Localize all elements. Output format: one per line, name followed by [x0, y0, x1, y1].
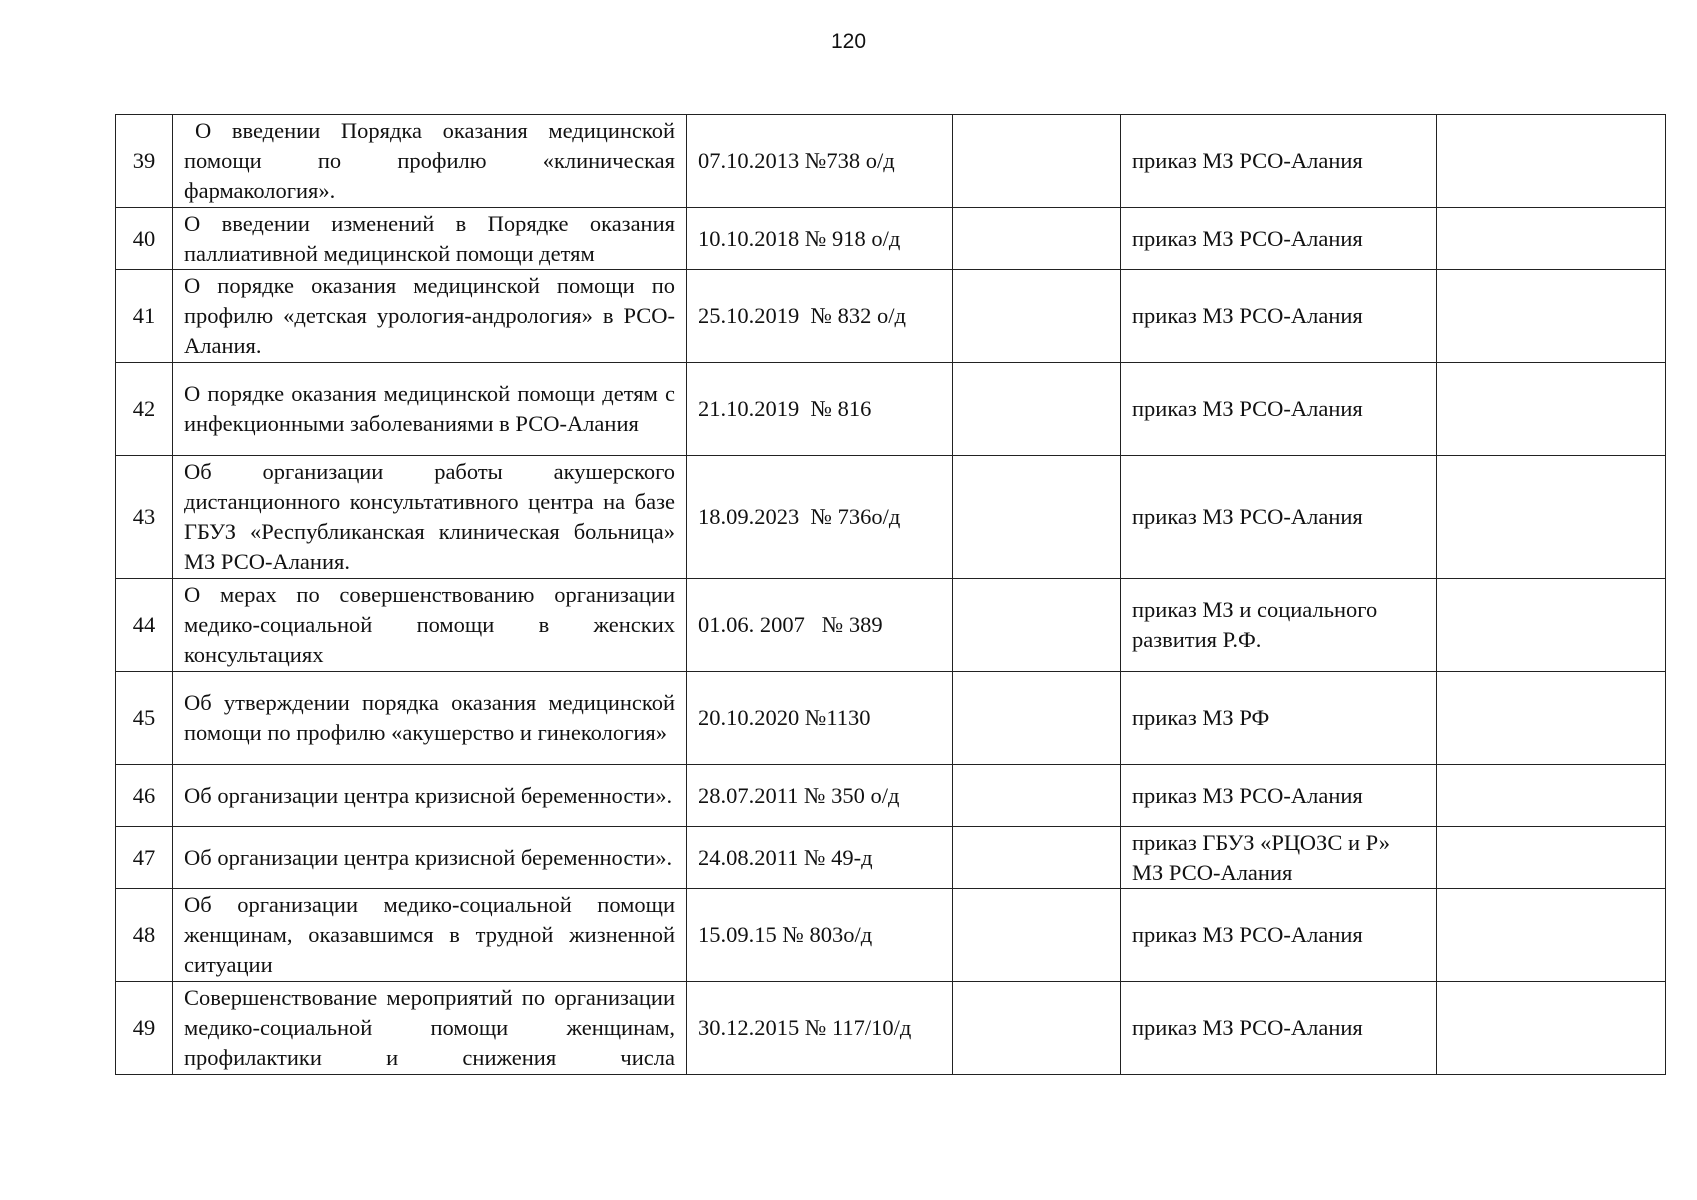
empty-cell	[1437, 270, 1666, 363]
row-number: 44	[116, 579, 173, 672]
empty-cell	[953, 982, 1121, 1075]
empty-cell	[953, 270, 1121, 363]
table-row	[116, 827, 1666, 889]
table-row	[116, 579, 1666, 672]
empty-cell	[953, 889, 1121, 982]
row-number: 43	[116, 456, 173, 579]
document-date-number: 10.10.2018 № 918 о/д	[687, 208, 953, 270]
empty-cell	[1437, 208, 1666, 270]
row-number: 47	[116, 827, 173, 889]
table-row	[116, 115, 1666, 208]
empty-cell	[1437, 115, 1666, 208]
table-row	[116, 889, 1666, 982]
empty-cell	[953, 363, 1121, 456]
document-date-number: 07.10.2013 №738 о/д	[687, 115, 953, 208]
document-date-number: 15.09.15 № 803о/д	[687, 889, 953, 982]
document-date-number: 30.12.2015 № 117/10/д	[687, 982, 953, 1075]
document-date-number: 20.10.2020 №1130	[687, 672, 953, 765]
document-date-number: 21.10.2019 № 816	[687, 363, 953, 456]
document-issuer: приказ МЗ РСО-Алания	[1121, 363, 1437, 456]
table-row	[116, 208, 1666, 270]
empty-cell	[953, 115, 1121, 208]
empty-cell	[953, 827, 1121, 889]
row-number: 39	[116, 115, 173, 208]
table-row	[116, 456, 1666, 579]
document-issuer: приказ ГБУЗ «РЦОЗС и Р» МЗ РСО-Алания	[1121, 827, 1437, 889]
document-date-number: 24.08.2011 № 49-д	[687, 827, 953, 889]
document-issuer: приказ МЗ РСО-Алания	[1121, 765, 1437, 827]
row-number: 41	[116, 270, 173, 363]
document-title: О введении изменений в Порядке оказания паллиативной медицинской помощи детям	[173, 208, 687, 270]
page-number: 120	[830, 30, 867, 53]
table-row	[116, 982, 1666, 1075]
document-date-number: 01.06. 2007 № 389	[687, 579, 953, 672]
row-number: 45	[116, 672, 173, 765]
document-title: Об организации центра кризисной беременности».	[173, 765, 687, 827]
row-number: 48	[116, 889, 173, 982]
document-issuer: приказ МЗ РСО-Алания	[1121, 208, 1437, 270]
document-issuer: приказ МЗ РСО-Алания	[1121, 889, 1437, 982]
empty-cell	[953, 456, 1121, 579]
document-issuer: приказ МЗ РСО-Алания	[1121, 456, 1437, 579]
row-number: 49	[116, 982, 173, 1075]
document-title: О мерах по совершенствованию организации медико-социальной помощи в женских консультациях	[173, 579, 687, 672]
orders-table	[115, 114, 1666, 1075]
document-title: О порядке оказания медицинской помощи по профилю «детская урология-андрология» в РСО-Алания.	[173, 270, 687, 363]
empty-cell	[1437, 456, 1666, 579]
empty-cell	[953, 579, 1121, 672]
document-date-number: 28.07.2011 № 350 о/д	[687, 765, 953, 827]
document-title: Об организации медико-социальной помощи женщинам, оказавшимся в трудной жизненной ситуации	[173, 889, 687, 982]
document-issuer: приказ МЗ РСО-Алания	[1121, 270, 1437, 363]
empty-cell	[1437, 765, 1666, 827]
document-title: О порядке оказания медицинской помощи детям с инфекционными заболеваниями в РСО-Алания	[173, 363, 687, 456]
empty-cell	[953, 208, 1121, 270]
document-title: О введении Порядка оказания медицинской помощи по профилю «клиническая фармакология».	[173, 115, 687, 208]
document-title: Об утверждении порядка оказания медицинской помощи по профилю «акушерство и гинекология»	[173, 672, 687, 765]
document-title: Об организации работы акушерского дистанционного консультативного центра на базе ГБУЗ «Республиканская клиническая больница» МЗ РСО-Алания.	[173, 456, 687, 579]
table-row	[116, 363, 1666, 456]
document-title: Совершенствование мероприятий по организации медико-социальной помощи женщинам, профилактики и снижения числа	[173, 982, 687, 1075]
empty-cell	[1437, 827, 1666, 889]
empty-cell	[1437, 579, 1666, 672]
document-issuer: приказ МЗ РСО-Алания	[1121, 115, 1437, 208]
empty-cell	[1437, 672, 1666, 765]
empty-cell	[1437, 982, 1666, 1075]
document-issuer: приказ МЗ и социального развития Р.Ф.	[1121, 579, 1437, 672]
document-title: Об организации центра кризисной беременности».	[173, 827, 687, 889]
table-row	[116, 672, 1666, 765]
document-date-number: 18.09.2023 № 736о/д	[687, 456, 953, 579]
row-number: 40	[116, 208, 173, 270]
document-issuer: приказ МЗ РФ	[1121, 672, 1437, 765]
empty-cell	[953, 672, 1121, 765]
document-date-number: 25.10.2019 № 832 о/д	[687, 270, 953, 363]
row-number: 46	[116, 765, 173, 827]
table-row	[116, 270, 1666, 363]
empty-cell	[1437, 363, 1666, 456]
document-issuer: приказ МЗ РСО-Алания	[1121, 982, 1437, 1075]
empty-cell	[1437, 889, 1666, 982]
empty-cell	[953, 765, 1121, 827]
row-number: 42	[116, 363, 173, 456]
table-row	[116, 765, 1666, 827]
